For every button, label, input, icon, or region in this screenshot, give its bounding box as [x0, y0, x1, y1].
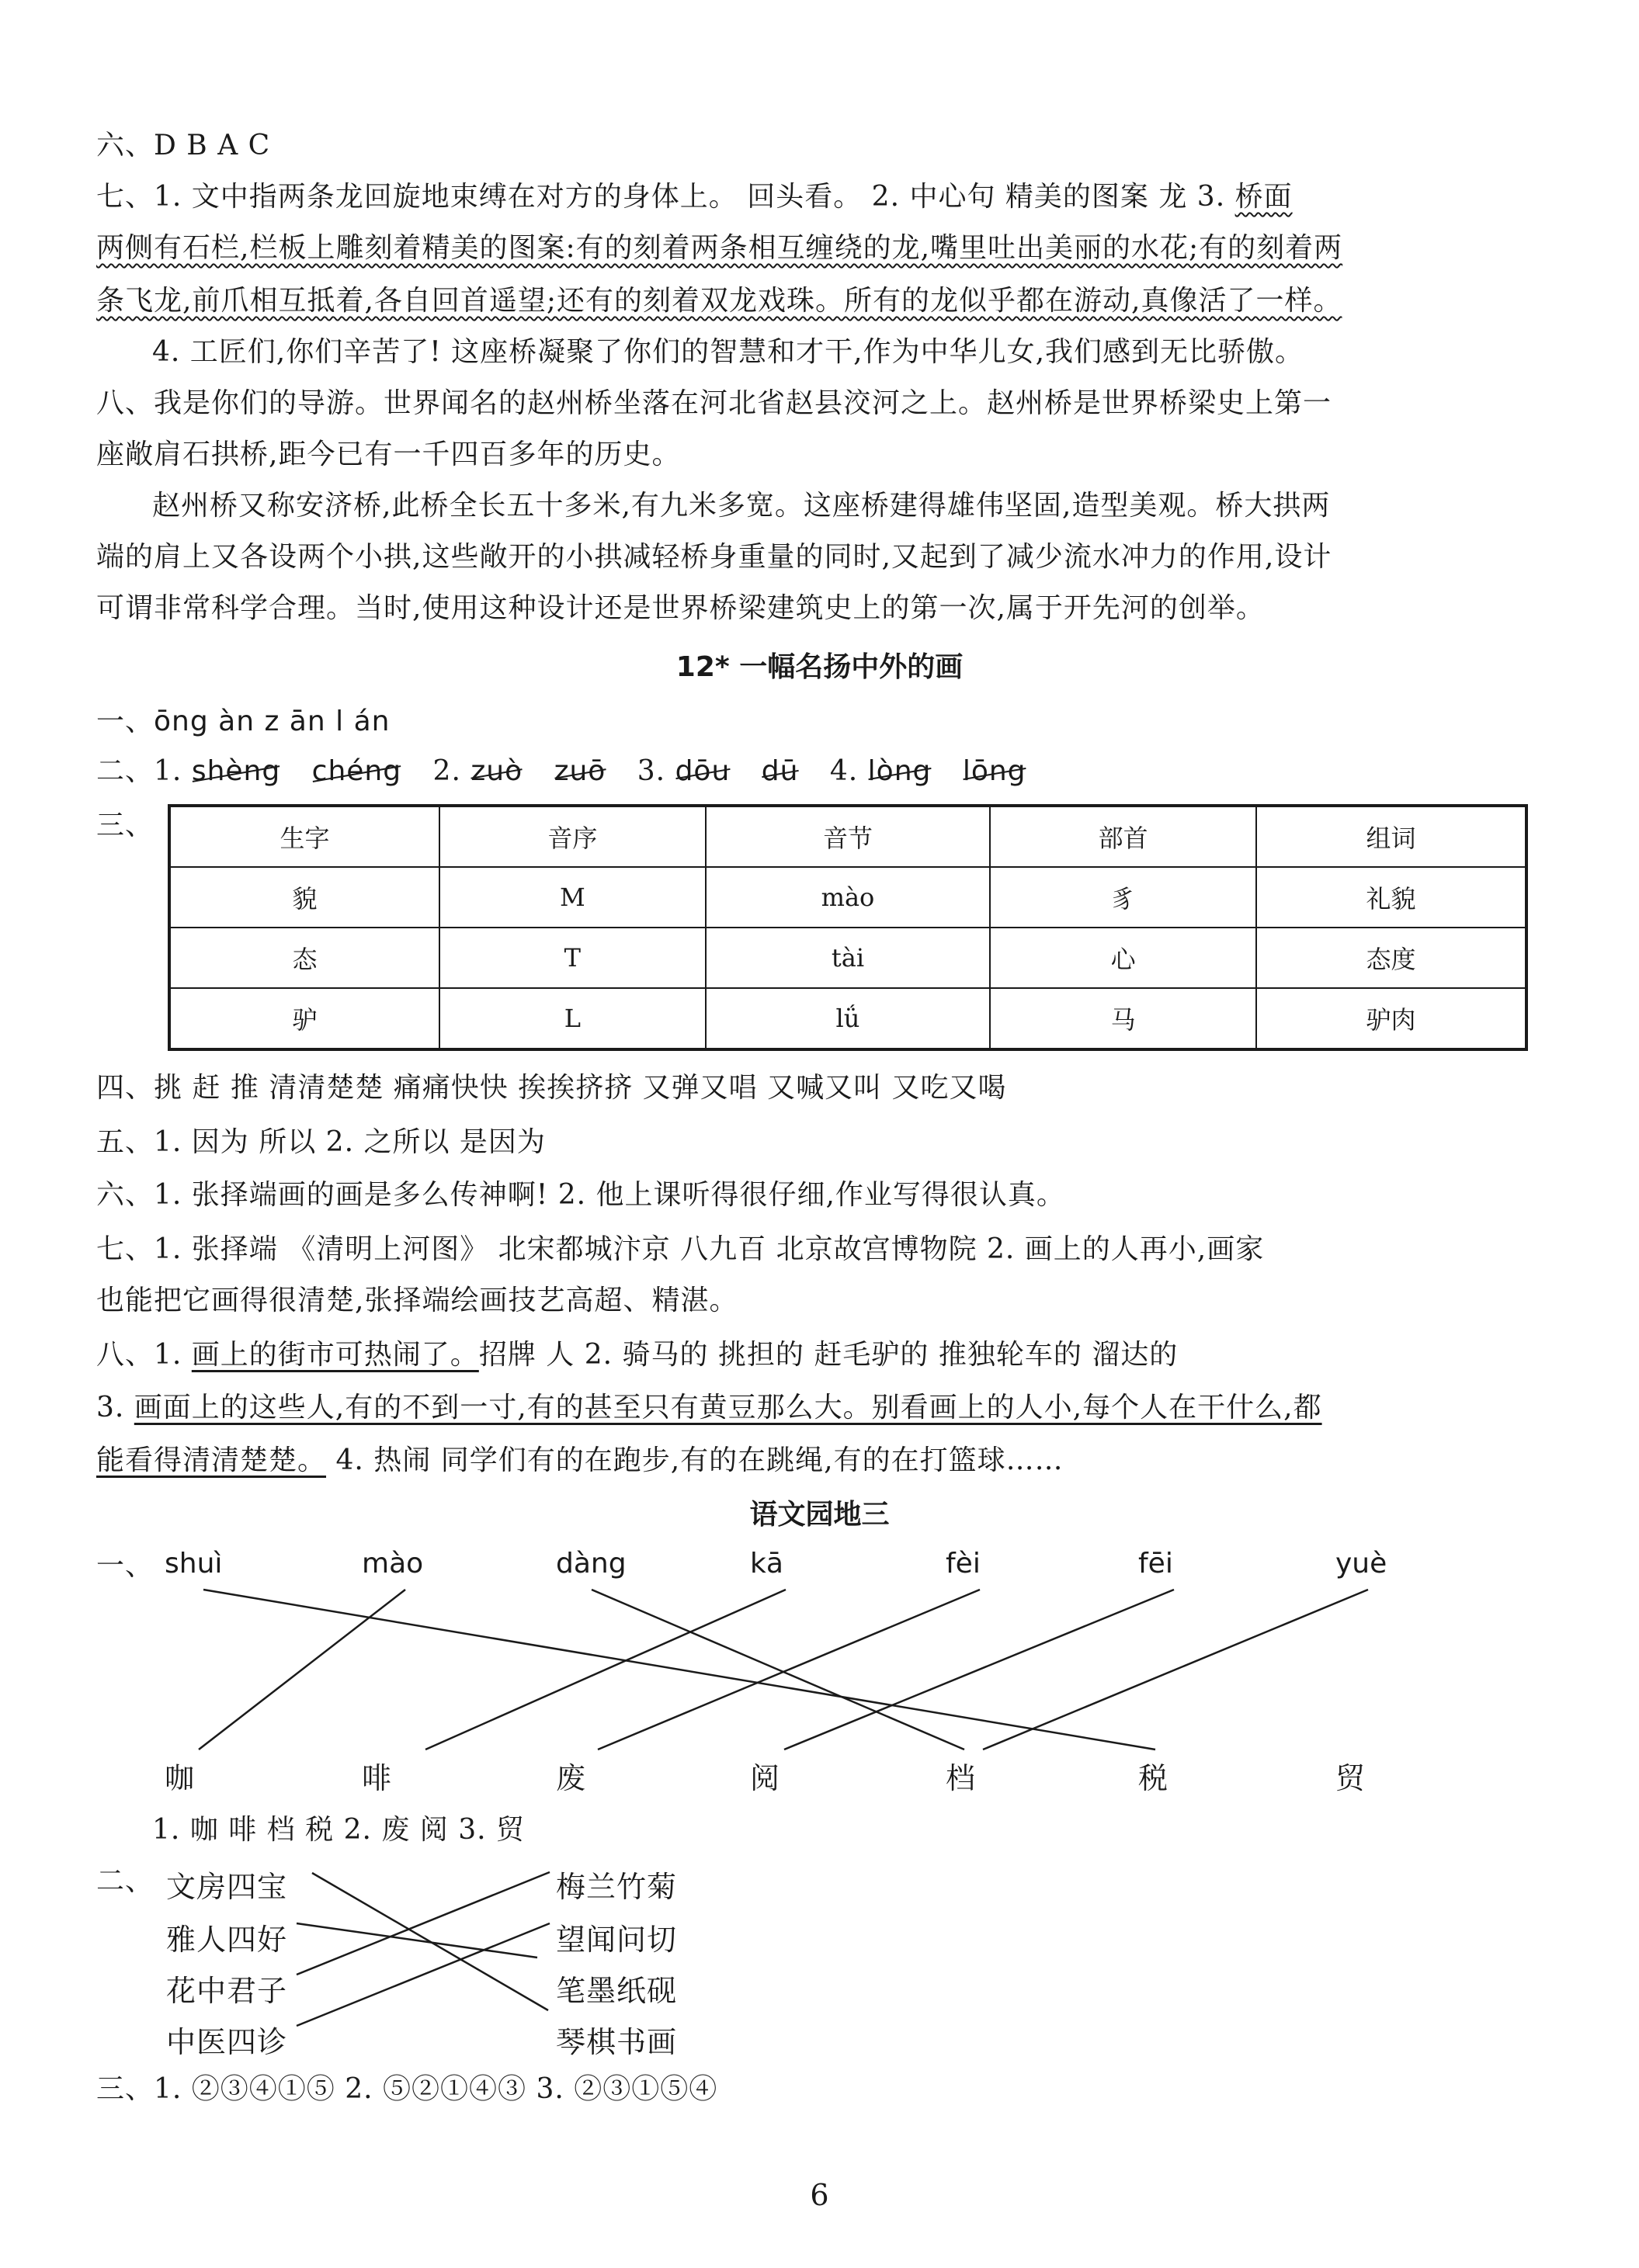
idiom-left: 雅人四好	[166, 1923, 288, 1957]
idiom-right: 笔墨纸砚	[556, 1974, 678, 2008]
underlined-text: 画上的街市可热闹了。	[191, 1339, 479, 1371]
table-cell: M	[439, 867, 706, 928]
idiom-right: 望闻问切	[556, 1923, 678, 1957]
answer-line: 1. 咖 啡 档 税 2. 废 阅 3. 贸	[152, 1814, 526, 1846]
match-line	[425, 1590, 786, 1750]
table-cell: 驴肉	[1256, 988, 1526, 1049]
character-label: 啡	[362, 1761, 392, 1795]
answer-line: 八、1. 画上的街市可热闹了。招牌 人 2. 骑马的 挑担的 赶毛驴的 推独轮车的 溜达的	[96, 1339, 1179, 1371]
answer-line: 七、1. 张择端 《清明上河图》 北宋都城汴京 八九百 北京故宫博物院 2. 画上的人再小,画家	[96, 1233, 1265, 1265]
question-label: 一、	[96, 1550, 155, 1582]
answer-line: 一、ōng àn z ān l án	[96, 706, 391, 737]
match-line	[598, 1590, 980, 1750]
idiom-left: 花中君子	[166, 1974, 288, 2008]
pinyin-label: shuì	[165, 1548, 223, 1580]
answer-line: 二、1. shèng chéng 2. zuò zuō 3. dōu dū 4. lòng lōng	[96, 755, 1026, 787]
answer-line: 四、挑 赶 推 清清楚楚 痛痛快快 挨挨挤挤 又弹又唱 又喊又叫 又吃又喝	[96, 1072, 1007, 1104]
table-cell: 驴	[169, 988, 439, 1049]
table-cell: 豸	[990, 867, 1256, 928]
character-label: 废	[556, 1761, 586, 1795]
table-cell: lǘ	[706, 988, 990, 1049]
page-number: 6	[810, 2178, 829, 2212]
question-label: 三、	[96, 810, 155, 841]
struck-pinyin: shèng	[191, 755, 281, 787]
pinyin-label: fèi	[946, 1548, 981, 1580]
answer-line: 座敞肩石拱桥,距今已有一千四百多年的历史。	[96, 439, 681, 470]
character-label: 档	[946, 1761, 976, 1795]
answer-line: 端的肩上又各设两个小拱,这些敞开的小拱减轻桥身重量的同时,又起到了减少流水冲力的作用,设计	[96, 541, 1332, 573]
struck-pinyin: lōng	[962, 755, 1026, 787]
table-cell: mào	[706, 867, 990, 928]
table-cell: T	[439, 928, 706, 988]
table-header: 音序	[439, 806, 706, 867]
match-line	[199, 1590, 405, 1750]
table-header: 组词	[1256, 806, 1526, 867]
pinyin-label: dàng	[556, 1548, 627, 1580]
answer-line: 赵州桥又称安济桥,此桥全长五十多米,有九米多宽。这座桥建得雄伟坚固,造型美观。桥大拱两	[152, 490, 1331, 522]
answer-line: 能看得清清楚楚。 4. 热闹 同学们有的在跑步,有的在跳绳,有的在打篮球……	[96, 1444, 1064, 1476]
pinyin-label: kā	[750, 1548, 783, 1580]
table-cell: tài	[706, 928, 990, 988]
table-cell: 态度	[1256, 928, 1526, 988]
match-line	[297, 1923, 550, 2026]
match-line	[784, 1590, 1174, 1750]
table-header: 生字	[169, 806, 439, 867]
answer-line: 七、1. 文中指两条龙回旋地束缚在对方的身体上。 回头看。 2. 中心句 精美的图案 龙 3. 桥面	[96, 181, 1293, 213]
answer-line: 三、1. ②③④①⑤ 2. ⑤②①④③ 3. ②③①⑤④	[96, 2073, 718, 2105]
match-line	[297, 1923, 537, 1958]
wavy-underline-text: 条飞龙,前爪相互抵着,各自回首遥望;还有的刻着双龙戏珠。所有的龙似乎都在游动,真像活了一样。	[96, 285, 1342, 317]
struck-pinyin: zuō	[554, 755, 606, 787]
answer-line: 六、1. 张择端画的画是多么传神啊! 2. 他上课听得很仔细,作业写得很认真。	[96, 1179, 1065, 1211]
table-cell: 马	[990, 988, 1256, 1049]
answer-line: 八、我是你们的导游。世界闻名的赵州桥坐落在河北省赵县洨河之上。赵州桥是世界桥梁史上第一	[96, 387, 1332, 419]
character-label: 咖	[165, 1761, 195, 1795]
answer-line: 4. 工匠们,你们辛苦了! 这座桥凝聚了你们的智慧和才干,作为中华儿女,我们感到无比骄傲。	[152, 336, 1304, 368]
pinyin-label: fēi	[1138, 1548, 1173, 1580]
match-line	[297, 1872, 550, 1975]
underlined-text: 画面上的这些人,有的不到一寸,有的甚至只有黄豆那么大。别看画上的人小,每个人在干什么,都	[134, 1392, 1322, 1424]
match-line	[592, 1590, 964, 1750]
match-line	[203, 1590, 1155, 1750]
pinyin-label: mào	[362, 1548, 424, 1580]
character-label: 阅	[750, 1761, 780, 1795]
idiom-right: 梅兰竹菊	[556, 1870, 678, 1904]
table-header: 音节	[706, 806, 990, 867]
pinyin-label: yuè	[1335, 1548, 1387, 1580]
answer-line: 五、1. 因为 所以 2. 之所以 是因为	[96, 1126, 546, 1158]
answer-line: 3. 画面上的这些人,有的不到一寸,有的甚至只有黄豆那么大。别看画上的人小,每个人在干什么,都	[96, 1392, 1322, 1424]
table-cell: L	[439, 988, 706, 1049]
struck-pinyin: zuò	[471, 755, 523, 787]
question-label: 二、	[96, 1865, 155, 1897]
struck-pinyin: lòng	[867, 755, 932, 787]
table-cell: 礼貌	[1256, 867, 1526, 928]
idiom-right: 琴棋书画	[556, 2025, 678, 2059]
struck-pinyin: dū	[761, 755, 799, 787]
answer-line: 六、D B A C	[96, 130, 271, 161]
character-label: 税	[1138, 1761, 1168, 1795]
answer-line: 也能把它画得很清楚,张择端绘画技艺高超、精湛。	[96, 1285, 738, 1316]
idiom-left: 文房四宝	[166, 1870, 288, 1904]
answer-line: 可谓非常科学合理。当时,使用这种设计还是世界桥梁建筑史上的第一次,属于开先河的创举。	[96, 592, 1265, 624]
character-label: 贸	[1335, 1761, 1366, 1795]
match-line	[983, 1590, 1368, 1750]
struck-pinyin: dōu	[675, 755, 731, 787]
idiom-left: 中医四诊	[166, 2025, 288, 2059]
underlined-text: 能看得清清楚楚。	[96, 1444, 327, 1476]
struck-pinyin: chéng	[311, 755, 402, 787]
section-title: 语文园地三	[749, 1499, 890, 1531]
wavy-underline-text: 两侧有石栏,栏板上雕刻着精美的图案:有的刻着两条相互缠绕的龙,嘴里吐出美丽的水花;有的刻着两	[96, 232, 1343, 264]
table-header: 部首	[990, 806, 1256, 867]
table-cell: 态	[169, 928, 439, 988]
section-title: 12* 一幅名扬中外的画	[675, 651, 964, 683]
table-cell: 貌	[169, 867, 439, 928]
wavy-underline-text: 桥面	[1234, 181, 1293, 213]
table-cell: 心	[990, 928, 1256, 988]
